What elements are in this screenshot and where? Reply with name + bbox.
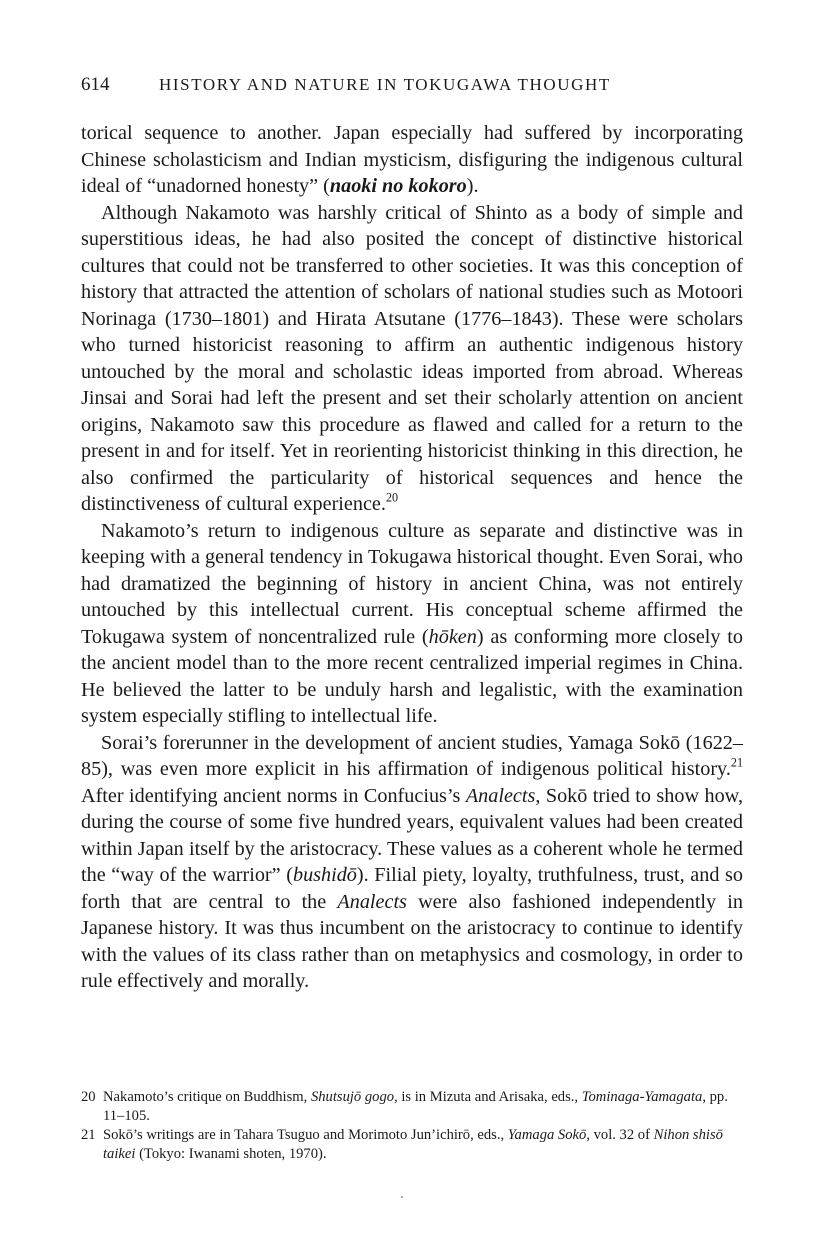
paragraph: Sorai’s forerunner in the development of ancient studies, Yamaga Sokō (1622–85), was even more explicit in his affirmation of indigenous political history.$^{21}$ After identifying ancient norms in Confucius’s Analects, Sokō tried to show how, during the course of some five hundred years, equivalent values had been created within Japan itself by the aristocracy. These values as a coherent whole he termed the “way of the warrior” (bushidō). Filial piety, loyalty, truthfulness, trust, and so forth that are central to the Analects were also fashioned independently in Japanese history. It was thus incumbent on the aristocracy to continue to identify with the values of its class rather than on metaphysics and cosmology, in order to rule effectively and morally.	[81, 731, 743, 992]
paragraph: Nakamoto’s return to indigenous culture as separate and distinctive was in keeping with a general tendency in Tokugawa historical thought. Even Sorai, who had dramatized the beginning of history in ancient China, was not entirely untouched by this intellectual current. His conceptual scheme affirmed the Tokugawa system of noncentralized rule (hōken) as conforming more closely to the ancient model than to the more recent centralized imperial regimes in China. He believed the latter to be unduly harsh and legalistic, with the examination system especially stifling to intellectual life.	[81, 519, 743, 727]
running-header	[81, 73, 743, 97]
footnote-text: Nakamoto’s critique on Buddhism, Shutsujō gogo, is in Mizuta and Arisaka, eds., Tominaga-Yamagata, pp. 11–105.	[103, 1089, 728, 1124]
paragraph: Although Nakamoto was harshly critical of Shinto as a body of simple and superstitious ideas, he had also posited the concept of distinctive historical cultures that could not be transferred to other societies. It was this conception of history that attracted the attention of scholars of national studies such as Motoori Norinaga (1730–1801) and Hirata Atsutane (1776–1843). These were scholars who turned historicist reasoning to affirm an authentic indigenous history untouched by the moral and scholastic ideas imported from abroad. Whereas Jinsai and Sorai had left the present and set their scholarly attention on ancient origins, Nakamoto saw this procedure as flawed and called for a return to the present in and for itself. Yet in reorienting historicist thinking in this direction, he also confirmed the particularity of historical sequences and hence the distinctiveness of cultural experience.$^{20}$	[81, 201, 743, 515]
page-number: 614	[81, 74, 110, 95]
footnote	[81, 1088, 743, 1126]
running-title: HISTORY AND NATURE IN TOKUGAWA THOUGHT	[159, 75, 611, 94]
footnote-text: Sokō’s writings are in Tahara Tsuguo and Morimoto Jun’ichirō, eds., Yamaga Sokō, vol. 32 of Nihon shisō taikei (Tokyo: Iwanami shoten, 1970).	[103, 1127, 723, 1162]
book-page	[81, 0, 743, 1254]
body-text	[81, 120, 743, 995]
footnote-number: 21	[81, 1127, 96, 1143]
footnotes	[81, 1088, 743, 1164]
scan-speck	[401, 1196, 403, 1198]
footnote-ref: 20	[385, 490, 399, 505]
footnote-ref: 21	[730, 755, 743, 770]
footnote-number: 20	[81, 1089, 96, 1105]
footnote	[81, 1126, 743, 1164]
paragraph-continued: torical sequence to another. Japan especially had suffered by incorporating Chinese scholasticism and Indian mysticism, disfiguring the indigenous cultural ideal of “unadorned honesty” (naoki no kokoro).	[81, 122, 743, 197]
